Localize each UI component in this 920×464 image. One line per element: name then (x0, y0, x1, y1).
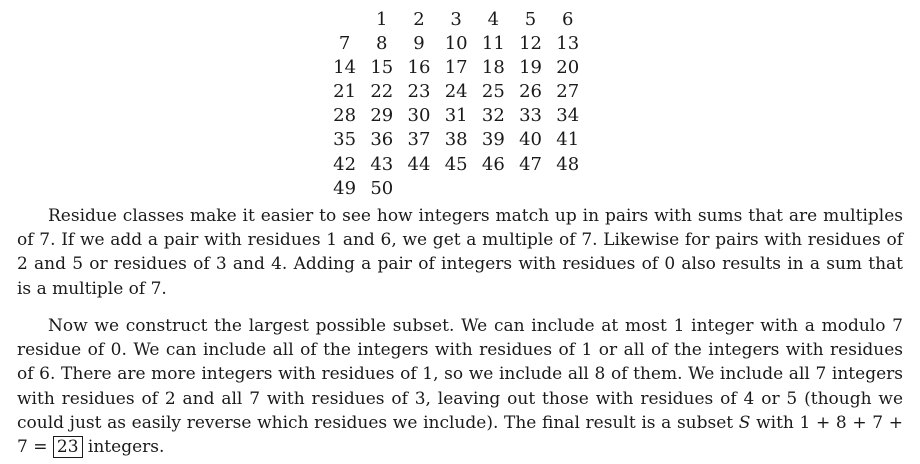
paragraph-largest-subset (17, 314, 903, 459)
grid-cell (326, 8, 363, 32)
grid-cell: 38 (444, 129, 468, 151)
grid-cell: 18 (481, 57, 505, 79)
grid-cell (549, 177, 586, 201)
grid-cell: 12 (519, 33, 542, 55)
grid-cell: 14 (333, 57, 357, 79)
grid-cell: 28 (333, 105, 357, 127)
residue-table (326, 8, 586, 201)
grid-cell: 49 (333, 177, 357, 199)
paragraph-2-end: integers. (82, 437, 165, 458)
grid-cell: 5 (524, 9, 537, 30)
grid-cell: 8 (376, 33, 388, 55)
grid-cell: 2 (413, 9, 425, 30)
grid-cell: 36 (370, 129, 394, 151)
paragraph-1-text: Residue classes make it easier to see how integers match up in pairs with sums that are multiples of 7. If we add a pair with residues 1 and 6, we get a multiple of 7. Likewise for pairs with residues of 2 and 5 or residues of 3 and 4. Adding a pair of integers with residues of 0 also results in a sum that is a multiple of 7. (17, 206, 903, 299)
grid-cell: 46 (481, 153, 505, 175)
grid-cell: 41 (556, 129, 580, 151)
grid-cell: 32 (481, 105, 505, 127)
grid-cell: 11 (481, 33, 505, 55)
grid-cell: 37 (407, 129, 431, 151)
grid-cell: 34 (556, 105, 580, 127)
grid-cell (438, 177, 475, 201)
grid-cell: 20 (556, 57, 580, 79)
grid-cell: 40 (519, 129, 542, 151)
grid-cell (400, 177, 437, 201)
grid-cell: 27 (556, 81, 580, 103)
grid-cell: 24 (444, 81, 468, 103)
grid-cell: 44 (407, 153, 431, 175)
grid-cell: 13 (556, 33, 580, 55)
grid-cell: 31 (444, 105, 468, 127)
grid-cell: 29 (370, 105, 394, 127)
grid-cell: 35 (333, 129, 357, 151)
grid-cell: 19 (519, 57, 542, 79)
grid-cell: 25 (481, 81, 505, 103)
grid-cell: 17 (444, 57, 468, 79)
paragraph-2-text: Now we construct the largest possible subset. We can include at most 1 integer with a modulo 7 residue of 0. We can include all of the integers with residues of 1 or all of the integers with residues of 6. There are more integers with residues of 1, so we include all 8 of them. We include all 7 integers with residues of 2 and all 7 with residues of 3, leaving out those with residues of 4 or 5 (though we could just as easily reverse which residues we include). The final result is a subset (17, 316, 903, 433)
grid-cell: 43 (370, 153, 394, 175)
grid-cell: 22 (370, 81, 394, 103)
grid-cell: 4 (487, 9, 500, 30)
grid-cell: 47 (519, 153, 542, 175)
grid-cell: 33 (519, 105, 542, 127)
grid-cell: 45 (444, 153, 468, 175)
grid-cell: 15 (370, 57, 394, 79)
grid-cell: 16 (407, 57, 431, 79)
boxed-answer: 23 (53, 436, 83, 458)
grid-cell: 6 (561, 9, 574, 30)
grid-cell: 26 (519, 81, 542, 103)
grid-cell (512, 177, 549, 201)
grid-cell: 50 (370, 177, 394, 199)
grid-cell: 10 (444, 33, 468, 55)
subset-variable: S (738, 412, 751, 433)
grid-cell: 21 (333, 81, 357, 103)
grid-cell: 48 (556, 153, 580, 175)
grid-cell (475, 177, 512, 201)
grid-cell: 1 (376, 9, 388, 30)
grid-cell: 9 (413, 33, 425, 55)
grid-cell: 23 (407, 81, 431, 103)
grid-cell: 30 (407, 105, 431, 127)
grid-cell: 7 (338, 33, 351, 55)
grid-cell: 42 (333, 153, 357, 175)
sum-expression: with 1 + 8 + 7 + 7 = (17, 412, 904, 458)
paragraph-residue-classes (17, 204, 903, 301)
grid-cell: 3 (450, 9, 462, 30)
grid-cell: 39 (481, 129, 505, 151)
